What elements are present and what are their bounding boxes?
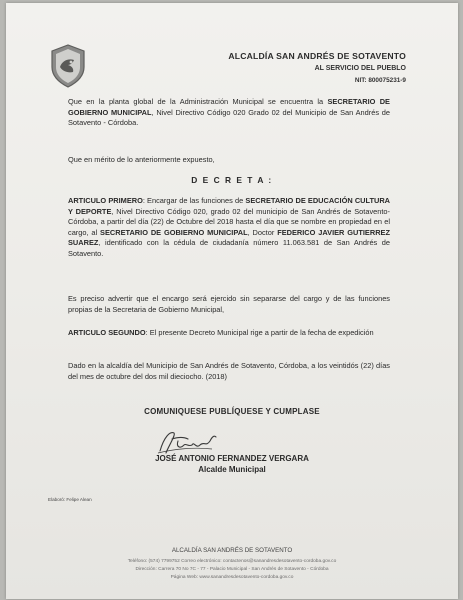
paragraph-planta: Que en la planta global de la Administración Municipal se encuentra la SECRETARIO DE GOBIERNO MUNICIPAL, Nivel Directivo Código 020 Grado 02 del Municipio de San Andrés de Sotavento - Córdoba.	[68, 97, 391, 127]
paragraph-advertir: Es preciso advertir que el encargo será ejercido sin separarse del cargo y de las funciones propias de la Secretaria de Gobierno Municipal,	[68, 294, 390, 314]
header-nit: NIT: 800075231-9	[354, 77, 406, 84]
document-page	[6, 3, 458, 599]
header-title: ALCALDÍA SAN ANDRÉS DE SOTAVENTO	[228, 51, 406, 61]
signer-role: Alcalde Municipal	[198, 465, 266, 474]
elaboro-note: Elaboró: Felipe Alean	[48, 497, 92, 502]
municipal-shield-logo	[46, 43, 90, 89]
footer-contact: Teléfono: (574) 7799752 Correo electrónico: contactenos@sanandresdesotavento-cordoba.gov.co	[127, 559, 337, 564]
footer-title: ALCALDÍA SAN ANDRÉS DE SOTAVENTO	[171, 547, 293, 554]
footer-address: Dirección: Carrera 70 No 7C - 77 - Palacio Municipal - San Andrés de Sotavento - Córdoba	[135, 567, 329, 572]
header-subtitle: AL SERVICIO DEL PUEBLO	[314, 65, 406, 72]
paragraph-merito: Que en mérito de lo anteriormente expuesto,	[68, 155, 215, 164]
handwritten-signature	[154, 427, 218, 457]
decreta-heading: D E C R E T A :	[191, 175, 273, 185]
paragraph-dado: Dado en la alcaldía del Municipio de San Andrés de Sotavento, Córdoba, a los veintidós (22) días del mes de octubre del dos mil dieciocho. (2018)	[68, 361, 390, 381]
articulo-segundo: ARTICULO SEGUNDO: El presente Decreto Municipal rige a partir de la fecha de expedición	[68, 328, 374, 337]
articulo-primero: ARTICULO PRIMERO: Encargar de las funciones de SECRETARIO DE EDUCACIÓN CULTURA Y DEPORTE, Nivel Directivo Código 020, grado 02 del municipio de San Andrés de Sotavento- Córdoba, a partir del día (22) de Octubre del 2018 hasta el día que se nombre en propiedad en el cargo, al SECRETARIO DE GOBIERNO MUNICIPAL, Doctor FEDERICO JAVIER GUTIERREZ SUAREZ, identificado con la cédula de ciudadanía número 11.063.581 de San Andrés de Sotavento.	[68, 196, 390, 258]
footer-website: Página Web: www.sanandresdesotavento-cordoba.gov.co	[170, 575, 294, 580]
signer-name: JOSÉ ANTONIO FERNANDEZ VERGARA	[155, 454, 309, 463]
comuniquese-line: COMUNIQUESE PUBLÍQUESE Y CUMPLASE	[144, 407, 320, 416]
